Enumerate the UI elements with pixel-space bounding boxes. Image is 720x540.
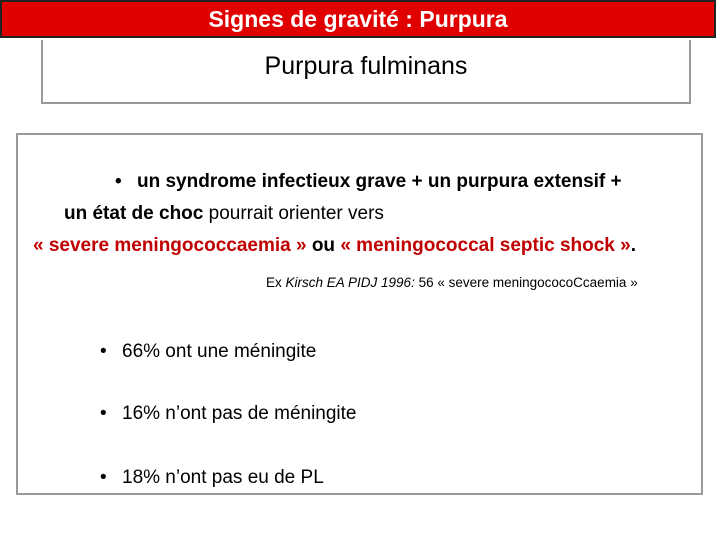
content-box [16, 133, 703, 495]
page-subtitle: Purpura fulminans [264, 52, 468, 80]
line2-text: pourrait orienter vers [203, 203, 384, 224]
bullet-icon: • [100, 467, 107, 488]
bullet-icon: • [100, 403, 107, 424]
list-item-text: 16% n’ont pas de méningite [122, 403, 357, 424]
list-item-text: 66% ont une méningite [122, 341, 317, 362]
reference-suffix: 56 « severe meningococoCcaemia » [414, 275, 638, 290]
paragraph-line-2 [64, 203, 384, 225]
page-title: Signes de gravité : Purpura [208, 5, 508, 32]
line3-term-1: « severe meningococcaemia » [33, 235, 307, 256]
paragraph-line-3 [33, 235, 636, 257]
bullet-icon: • [115, 171, 122, 192]
paragraph-line-1 [115, 171, 622, 193]
subtitle-box [41, 40, 691, 104]
list-item [100, 403, 357, 425]
line1-text: un syndrome infectieux grave + un purpura extensif + [137, 171, 622, 192]
bullet-icon: • [100, 341, 107, 362]
reference-source: Kirsch EA PIDJ 1996: [285, 275, 415, 290]
list-item-text: 18% n’ont pas eu de PL [122, 467, 324, 488]
list-item [100, 341, 316, 363]
reference-prefix: Ex [266, 275, 286, 290]
list-item [100, 467, 324, 489]
title-bar [0, 0, 716, 38]
line2-bold-text: un état de choc [64, 203, 204, 224]
line3-connector: ou [306, 235, 341, 256]
line3-end: . [630, 235, 636, 256]
line3-term-2: « meningococcal septic shock » [340, 235, 631, 256]
reference-citation [266, 275, 638, 290]
